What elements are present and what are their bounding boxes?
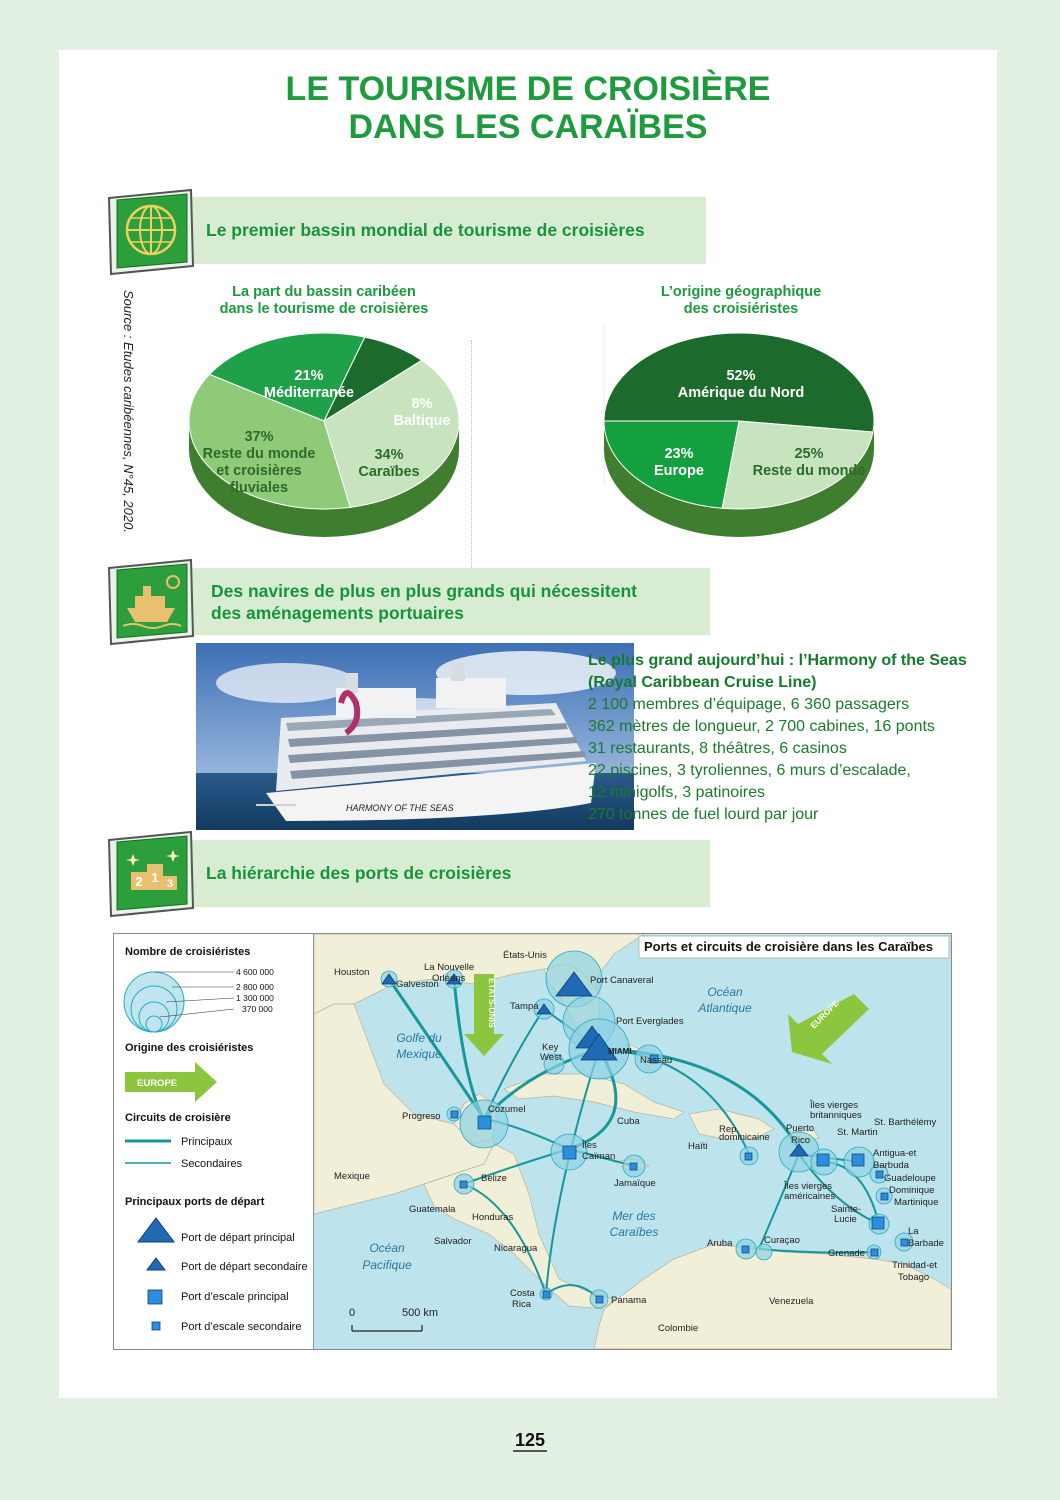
svg-text:Mer des: Mer des [612,1209,656,1223]
svg-text:ÉTATS-UNIS: ÉTATS-UNIS [487,978,497,1028]
pie1-label-3-label: Reste du monde [202,446,316,462]
svg-text:St. Barthélémy: St. Barthélémy [874,1117,937,1128]
svg-text:Rico: Rico [791,1135,811,1146]
pie1-label-2-pct: 34% [374,447,404,463]
pie1-label-1-label: Baltique [393,413,451,429]
svg-text:Grenade: Grenade [828,1248,865,1259]
section1-heading: Le premier bassin mondial de tourisme de croisières [206,220,645,240]
svg-text:Antigua-et: Antigua-et [873,1148,917,1159]
svg-text:Cozumel: Cozumel [488,1104,526,1115]
svg-text:Guadeloupe: Guadeloupe [884,1173,936,1184]
svg-text:Océan: Océan [707,985,743,999]
svg-text:500 km: 500 km [402,1307,439,1319]
pie2-label-2-label: Europe [654,463,704,479]
pie2-label-1-label: Reste du monde [752,463,866,479]
ship-facts: Le plus grand aujourd’hui : l’Harmony of the Seas (Royal Caribbean Cruise Line) 2 100 membres d’équipage, 6 360 passagers 362 mètres de longueur, 2 700 cabines, 16 ponts 31 restaurants, 8 théâtres, 6 casinos 22 piscines, 3 tyroliennes, 6 murs d’escalade, 12 minigolfs, 3 patinoires 270 tonnes de fuel lourd par jour [588,652,967,823]
pie1-label-3-pct: 37% [244,429,274,445]
svg-text:0: 0 [349,1307,356,1319]
svg-text:Ports et circuits de croisière: Ports et circuits de croisière dans les Caraïbes [644,939,934,954]
svg-text:Martinique: Martinique [894,1197,939,1208]
svg-text:Cuba: Cuba [617,1116,640,1127]
svg-text:Tobago: Tobago [898,1272,930,1283]
pie1-label-2-label: Caraïbes [358,464,420,480]
pie1-label-0-pct: 21% [294,368,324,384]
size-legend [122,964,312,1034]
pie2-label-1-pct: 25% [794,446,824,462]
map-area [314,934,951,1349]
svg-text:Mexique: Mexique [396,1047,442,1061]
pie1-label-3-label3: fluviales [229,480,289,496]
svg-text:Orléans: Orléans [432,973,466,984]
svg-text:Barbuda: Barbuda [873,1160,909,1171]
svg-text:Golfe du: Golfe du [396,1031,442,1045]
svg-text:Haïti: Haïti [688,1141,708,1152]
section3-heading: La hiérarchie des ports de croisières [206,863,512,883]
svg-text:Trinidad-et: Trinidad-et [892,1260,938,1271]
map-legend: Nombre de croisiéristes 4 600 000 2 800 000 1 300 000 370 000 Origine des croisiéristes EUROPE Circuits de croisière Principaux Secondaires Principaux ports de départ Port de départ principal Port de départ secondaire Port d’escale principal Port d’escale secondaire [114,934,314,1349]
pie2-label-2-pct: 23% [664,446,694,462]
svg-text:EUROPE: EUROPE [808,997,841,1031]
page-number: 125 [514,1430,546,1450]
svg-text:Galveston: Galveston [396,979,439,990]
pie2-label-0-pct: 52% [726,368,756,384]
svg-text:Atlantique: Atlantique [698,1001,752,1015]
svg-text:Honduras: Honduras [472,1212,514,1223]
svg-text:Îles: Îles [582,1140,597,1151]
svg-text:370 000: 370 000 [242,1004,273,1014]
svg-text:Houston: Houston [334,967,370,978]
pie-chart-caribbean-share [184,326,474,556]
pie-chart-cruiser-origin [599,326,889,556]
origin-arrow-legend [125,1060,220,1104]
svg-text:Salvador: Salvador [434,1236,472,1247]
pie1-title: La part du bassin caribéen dans le tourisme de croisières [219,284,429,317]
svg-text:1: 1 [151,870,159,885]
cruise-ship-photo [196,643,634,830]
svg-text:Guatemala: Guatemala [409,1204,456,1215]
svg-text:St. Martin: St. Martin [837,1127,878,1138]
svg-text:1 300 000: 1 300 000 [236,993,274,1003]
svg-text:Dominique: Dominique [889,1185,935,1196]
caribbean-cruise-map [113,933,952,1350]
svg-text:Îles vierges: Îles vierges [784,1181,833,1192]
svg-text:Port Everglades: Port Everglades [616,1016,684,1027]
svg-text:Colombie: Colombie [658,1323,699,1334]
svg-text:MIAMI: MIAMI [608,1047,632,1056]
pie2-title: L’origine géographique des croisiéristes [660,284,822,317]
source-note: Source : Etudes caribéennes, N°45, 2020. [121,290,136,533]
pie1-label-0-label: Méditerranée [263,385,355,401]
svg-text:Jamaïque: Jamaïque [614,1178,656,1189]
pie2-label-0-label: Amérique du Nord [677,385,805,401]
svg-text:Barbade: Barbade [908,1238,944,1249]
svg-text:Aruba: Aruba [707,1238,733,1249]
svg-text:Curaçao: Curaçao [764,1235,800,1246]
svg-text:Océan: Océan [369,1241,405,1255]
svg-text:Mexique: Mexique [334,1171,370,1182]
svg-text:Rica: Rica [512,1299,532,1310]
svg-text:Tampa: Tampa [510,1001,539,1012]
section2-heading: Des navires de plus en plus grands qui nécessitent des aménagements portuaires [211,581,637,623]
svg-text:Pacifique: Pacifique [362,1258,412,1272]
svg-text:4 600 000: 4 600 000 [236,967,274,977]
svg-text:EUROPE: EUROPE [137,1078,178,1089]
svg-text:2 800 000: 2 800 000 [236,982,274,992]
svg-text:américaines: américaines [784,1191,836,1202]
page-title: LE TOURISME DE CROISIÈRE DANS LES CARAÏBES [285,70,771,146]
svg-text:britanniques: britanniques [810,1110,862,1121]
svg-text:La Nouvelle: La Nouvelle [424,962,475,973]
svg-text:Sainte-: Sainte- [831,1204,862,1215]
svg-text:Panama: Panama [611,1295,647,1306]
svg-text:Nicaragua: Nicaragua [494,1243,538,1254]
svg-text:dominicaine: dominicaine [719,1132,770,1143]
svg-text:3: 3 [166,878,174,890]
svg-text:Belize: Belize [481,1173,507,1184]
svg-text:Caraïbes: Caraïbes [609,1225,659,1239]
svg-text:Caïman: Caïman [582,1151,616,1162]
ship-icon [103,558,199,646]
svg-text:Costa: Costa [510,1288,535,1299]
svg-text:La: La [908,1226,919,1237]
svg-text:États-Unis: États-Unis [503,950,547,961]
circuit-legend [125,1130,185,1170]
svg-text:HARMONY OF THE SEAS: HARMONY OF THE SEAS [346,803,454,813]
svg-text:Puerto: Puerto [786,1123,814,1134]
port-symbol-legend [134,1216,184,1346]
globe-icon [103,188,199,276]
svg-text:Lucie: Lucie [834,1214,857,1225]
pie1-label-1-pct: 8% [411,396,433,412]
svg-text:Venezuela: Venezuela [769,1296,814,1307]
svg-text:Rep.: Rep. [719,1124,740,1135]
svg-text:Key: Key [542,1042,559,1053]
pie1-label-3-label2: et croisières [216,463,302,479]
podium-icon [103,830,199,918]
svg-text:Nassau: Nassau [640,1055,673,1066]
svg-text:Port Canaveral: Port Canaveral [590,975,654,986]
svg-text:2: 2 [135,874,143,889]
svg-text:Progreso: Progreso [402,1111,441,1122]
svg-text:Îles vierges: Îles vierges [810,1100,859,1111]
svg-text:West: West [540,1052,562,1063]
